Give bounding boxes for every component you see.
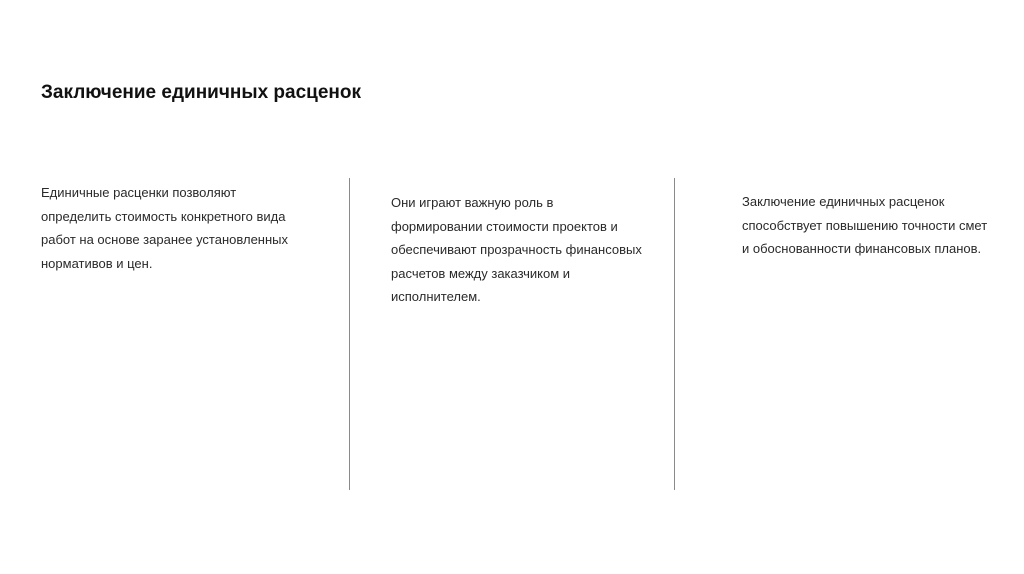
column-3-text: Заключение единичных расценок способствует повышению точности смет и обоснованности финансовых планов.: [742, 194, 988, 256]
column-divider-2: [674, 178, 675, 490]
slide-title: Заключение единичных расценок: [41, 82, 362, 103]
column-1-text: Единичные расценки позволяют определить стоимость конкретного вида работ на основе заранее установленных нормативов и цен.: [41, 185, 289, 271]
column-2-text: Они играют важную роль в формировании стоимости проектов и обеспечивают прозрачность финансовых расчетов между заказчиком и исполнителем.: [391, 195, 642, 304]
column-divider-1: [349, 178, 350, 490]
